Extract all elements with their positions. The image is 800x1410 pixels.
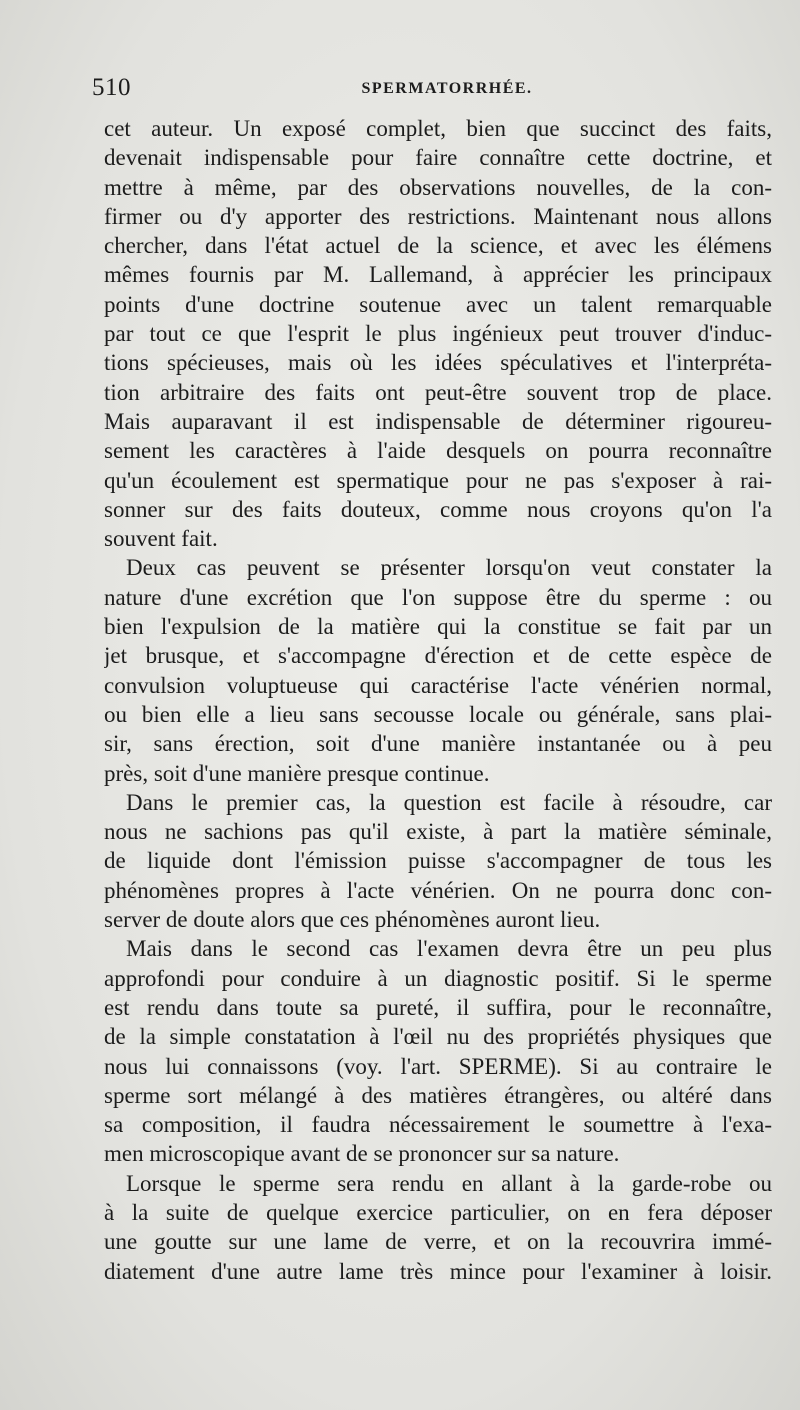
text-line: Dans le premier cas, la question est facile à résoudre, car bbox=[126, 789, 772, 815]
text-line: devenait indispensable pour faire connaître cette doctrine, et bbox=[104, 145, 772, 171]
text-line: nous ne sachions pas qu'il existe, à part la matière séminale, bbox=[104, 819, 772, 845]
text-line: tion arbitraire des faits ont peut-être souvent trop de place. bbox=[104, 379, 772, 405]
text-line: sonner sur des faits douteux, comme nous croyons qu'on l'a bbox=[104, 496, 772, 522]
text-line: une goutte sur une lame de verre, et on la recouvrira immé- bbox=[104, 1229, 772, 1255]
text-line: nature d'une excrétion que l'on suppose être du sperme : ou bbox=[104, 584, 772, 610]
text-line: qu'un écoulement est spermatique pour ne pas s'exposer à rai- bbox=[104, 467, 772, 493]
text-line: Deux cas peuvent se présenter lorsqu'on veut constater la bbox=[126, 555, 772, 581]
text-line: tions spécieuses, mais où les idées spéculatives et l'interpréta- bbox=[104, 350, 772, 376]
text-line: à la suite de quelque exercice particulier, on en fera déposer bbox=[104, 1199, 772, 1225]
text-line: jet brusque, et s'accompagne d'érection et de cette espèce de bbox=[104, 643, 772, 669]
text-line: sa composition, il faudra nécessairement le soumettre à l'exa- bbox=[104, 1112, 772, 1138]
text-line: sir, sans érection, soit d'une manière instantanée ou à peu bbox=[104, 731, 772, 757]
text-line: mêmes fournis par M. Lallemand, à apprécier les principaux bbox=[104, 262, 772, 288]
page-number: 510 bbox=[92, 74, 131, 101]
text-line: sement les caractères à l'aide desquels on pourra reconnaître bbox=[104, 438, 772, 464]
text-line: convulsion voluptueuse qui caractérise l'acte vénérien normal, bbox=[104, 672, 772, 698]
body-text bbox=[104, 114, 772, 1286]
text-line: Lorsque le sperme sera rendu en allant à la garde-robe ou bbox=[126, 1170, 772, 1196]
text-line: mettre à même, par des observations nouvelles, de la con- bbox=[104, 174, 772, 200]
text-line: ou bien elle a lieu sans secousse locale ou générale, sans plai- bbox=[104, 701, 772, 727]
text-line: est rendu dans toute sa pureté, il suffira, pour le reconnaître, bbox=[104, 994, 772, 1020]
text-line: approfondi pour conduire à un diagnostic positif. Si le sperme bbox=[104, 965, 772, 991]
text-line: de liquide dont l'émission puisse s'accompagner de tous les bbox=[104, 848, 772, 874]
running-title: SPERMATORRHÉE. bbox=[361, 80, 533, 97]
text-line: de la simple constatation à l'œil nu des propriétés physiques que bbox=[104, 1024, 772, 1050]
text-line: Mais dans le second cas l'examen devra être un peu plus bbox=[126, 936, 772, 962]
text-line: phénomènes propres à l'acte vénérien. On ne pourra donc con- bbox=[104, 877, 772, 903]
text-line: chercher, dans l'état actuel de la science, et avec les élémens bbox=[104, 233, 772, 259]
page-header bbox=[92, 74, 782, 110]
text-line: bien l'expulsion de la matière qui la constitue se fait par un bbox=[104, 614, 772, 640]
text-line: près, soit d'une manière presque continue. bbox=[104, 760, 490, 786]
text-line: server de doute alors que ces phénomènes auront lieu. bbox=[104, 907, 601, 933]
text-line: sperme sort mélangé à des matières étrangères, ou altéré dans bbox=[104, 1082, 772, 1108]
text-line: souvent fait. bbox=[104, 526, 218, 552]
text-line: par tout ce que l'esprit le plus ingénieux peut trouver d'induc- bbox=[104, 321, 772, 347]
text-line: cet auteur. Un exposé complet, bien que succinct des faits, bbox=[104, 116, 772, 141]
text-line: Mais auparavant il est indispensable de déterminer rigoureu- bbox=[104, 408, 772, 434]
text-line: men microscopique avant de se prononcer sur sa nature. bbox=[104, 1141, 620, 1167]
text-line: firmer ou d'y apporter des restrictions. Maintenant nous allons bbox=[104, 203, 772, 229]
text-line: diatement d'une autre lame très mince pour l'examiner à loisir. bbox=[104, 1258, 772, 1284]
text-line: nous lui connaissons (voy. l'art. SPERME). Si au contraire le bbox=[104, 1053, 772, 1079]
text-line: points d'une doctrine soutenue avec un talent remarquable bbox=[104, 291, 772, 317]
